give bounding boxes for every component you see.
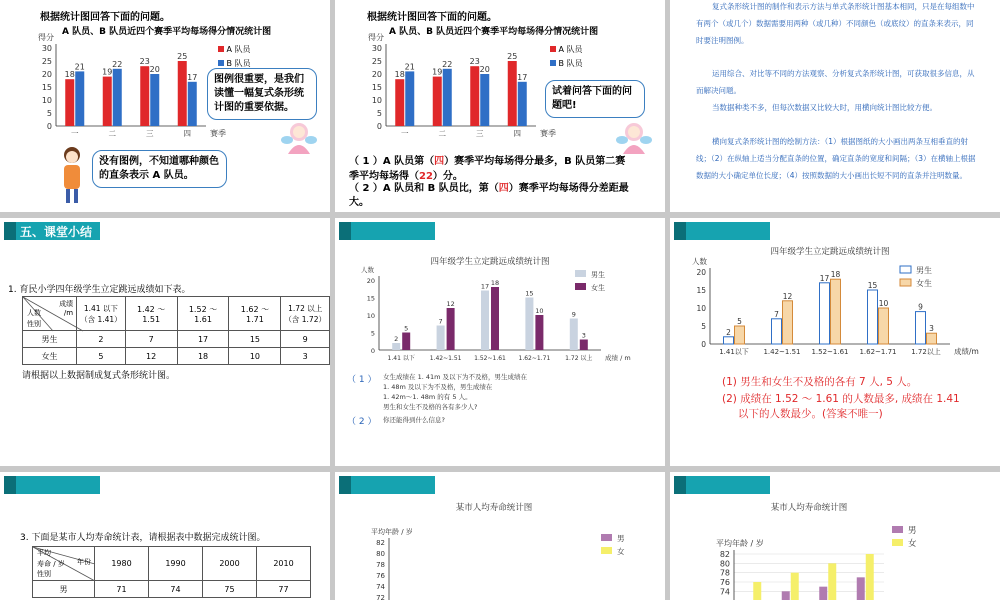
corner-left: 性别 [37, 570, 51, 578]
q1-answer-1: 四 [434, 156, 445, 167]
data-label: 12 [782, 291, 793, 301]
x-axis-label: 成绩 / m [605, 354, 631, 362]
y-tick-label: 72 [376, 594, 385, 600]
bar [868, 290, 878, 344]
bar [879, 308, 889, 344]
bar [525, 298, 533, 351]
bar [819, 587, 827, 600]
bar-chart [674, 500, 996, 600]
data-label: 17 [480, 282, 490, 291]
q2-text-b: 赛季平均每场得分差距最 [518, 183, 629, 194]
legend-swatch [601, 534, 612, 541]
chart-title: 某市人均寿命统计图 [770, 503, 848, 513]
y-tick-label: 20 [366, 277, 375, 285]
data-label: 20 [479, 65, 490, 74]
x-tick-label: 1.41 以下 [387, 355, 415, 362]
q1-answer-2: 22 [419, 171, 433, 182]
legend-swatch [892, 526, 903, 533]
score-table [22, 296, 330, 365]
instruction: 请根据以上数据制成复式条形统计图。 [22, 371, 176, 381]
data-label: 22 [442, 59, 453, 69]
table-row [23, 348, 330, 365]
x-tick-label: 二 [108, 129, 116, 138]
q1-text-c: 季平均每场得（ [349, 171, 419, 182]
bar [113, 69, 122, 126]
y-tick-label: 15 [696, 286, 706, 295]
fairy-icon [280, 118, 318, 156]
y-tick-label: 74 [719, 587, 730, 597]
table-cell: 15 [229, 331, 281, 348]
table-cell: 2 [77, 331, 126, 348]
bar [443, 69, 452, 126]
chart-title: A 队员、B 队员近四个赛季平均每场得分情况统计图 [62, 27, 272, 37]
table-cell: 75 [203, 581, 257, 598]
instruction: 根据统计图回答下面的问题。 [40, 12, 170, 23]
data-label: 5 [404, 324, 409, 333]
slide-5[interactable] [335, 218, 665, 466]
y-axis-label: 平均年龄 / 岁 [716, 539, 764, 548]
q2-text-a: （ 2 ）A 队员和 B 队员比，第 [349, 183, 489, 194]
corner-top: 平均 [37, 549, 51, 557]
bar [857, 577, 865, 600]
legend [550, 44, 583, 69]
y-axis-label: 人数 [692, 257, 707, 266]
data-label: 10 [535, 307, 544, 315]
data-label: 10 [878, 299, 889, 308]
x-tick-label: 1.72 以上 [565, 355, 593, 362]
table-header: 1.42 ～ 1.51 [125, 297, 177, 331]
table-cell: 12 [125, 348, 177, 365]
table-cell: 74 [149, 581, 203, 598]
x-tick-label: 四 [183, 129, 191, 138]
section-header [674, 222, 770, 240]
data-label: 5 [737, 317, 742, 326]
slide-8[interactable] [335, 472, 665, 600]
table-header: 1.52 ～ 1.61 [177, 297, 229, 331]
speech-bubble-left: 没有图例，不知道哪种颜色的直条表示 A 队员。 [92, 150, 227, 188]
x-tick-label: 1.72以上 [911, 348, 941, 356]
data-label: 7 [774, 309, 779, 319]
y-tick-label: 5 [46, 109, 52, 118]
x-tick-label: 三 [476, 129, 484, 138]
bar [491, 287, 499, 350]
lifespan-table [32, 546, 311, 598]
data-label: 18 [830, 270, 841, 280]
legend-label: 女 [908, 539, 917, 549]
y-tick-label: 30 [41, 44, 52, 53]
table-cell: 5 [77, 348, 126, 365]
table-corner [23, 297, 77, 331]
data-label: 18 [490, 279, 500, 287]
data-label: 22 [112, 59, 123, 69]
section-title: 五、课堂小结 [20, 225, 93, 239]
legend-swatch-b [218, 60, 224, 66]
data-label: 17 [819, 273, 830, 283]
legend-swatch [575, 283, 586, 290]
section-header [339, 222, 435, 240]
slide-6[interactable] [670, 218, 1000, 466]
y-tick-label: 5 [370, 329, 375, 338]
x-axis-label: 赛季 [210, 129, 226, 138]
x-tick-label: 一 [71, 129, 79, 138]
row-label: 女生 [23, 348, 77, 365]
slide-1[interactable] [0, 0, 330, 212]
y-axis-label: 人数 [361, 266, 374, 274]
x-tick-label: 三 [146, 129, 154, 138]
data-label: 9 [918, 302, 923, 312]
data-label: 20 [149, 65, 160, 74]
y-tick-label: 15 [371, 83, 382, 92]
bar [518, 82, 527, 126]
bar [828, 563, 836, 600]
legend-swatch [575, 270, 586, 277]
x-axis-label: 成绩/m [954, 347, 979, 356]
y-tick-label: 80 [719, 559, 730, 569]
bar [392, 343, 400, 350]
corner-left-2: 性别 [27, 320, 41, 328]
legend-label: 男生 [591, 271, 605, 279]
legend-label-b: B 队员 [558, 59, 583, 68]
speech-bubble: 图例很重要，是我们读懂一幅复式条形统计图的重要依据。 [207, 68, 317, 120]
bar [75, 71, 84, 126]
data-label: 2 [394, 335, 399, 343]
question-2: （ 2 ）A 队员和 B 队员比，第（四）赛季平均每场得分差距最 大。 [349, 183, 629, 208]
legend-label: 男生 [916, 266, 932, 275]
q1-line: 1. 42m～1. 48m 的有 5 人。 [383, 393, 472, 401]
instruction: 根据统计图回答下面的问题。 [367, 12, 497, 23]
q1-line: 1. 48m 及以下为不及格，男生成绩在 [383, 383, 493, 391]
y-tick-label: 20 [41, 70, 52, 79]
legend-swatch-a [218, 46, 224, 52]
corner-unit: /m [63, 309, 74, 317]
y-tick-label: 20 [371, 70, 382, 79]
summary-paragraph-2: 运用综合、对比等不同的方法观察、分析复式条形统计图，可获取很多信息，从而解决问题。 [696, 69, 975, 95]
table-header: 1990 [149, 547, 203, 581]
legend-label: 女生 [916, 279, 932, 288]
table-cell: 10 [229, 348, 281, 365]
row-label: 男生 [23, 331, 77, 348]
data-label: 23 [139, 57, 150, 67]
y-tick-label: 25 [371, 57, 382, 66]
q2-text: 你还能得到什么信息? [383, 416, 445, 424]
bar [140, 66, 149, 126]
y-tick-label: 10 [696, 304, 706, 313]
bar [470, 66, 479, 126]
table-row [23, 331, 330, 348]
bar [447, 308, 455, 350]
data-label: 15 [525, 289, 534, 298]
q2-label: （ 2 ） [347, 417, 377, 427]
corner-top: 成绩 [59, 300, 74, 308]
x-tick-label: 1.62~1.71 [518, 355, 551, 362]
question-3: 3. 下面是某市人均寿命统计表，请根据表中数据完成统计图。 [20, 533, 266, 543]
question-1: 1. 育民小学四年级学生立定跳远成绩如下表。 [8, 285, 191, 295]
x-tick-label: 1.42~1.51 [429, 355, 462, 362]
bar [791, 573, 799, 600]
legend-label: 女 [617, 547, 625, 556]
bar [535, 315, 543, 350]
x-tick-label: 1.52~1.61 [811, 348, 849, 356]
x-tick-label: 1.62~1.71 [859, 348, 897, 356]
data-label: 19 [102, 67, 113, 77]
x-tick-label: 1.52~1.61 [474, 355, 506, 362]
q2-text-c: 大。 [349, 197, 369, 208]
legend-swatch [892, 539, 903, 546]
data-label: 25 [177, 52, 188, 61]
bar [580, 340, 588, 351]
question-1 [349, 154, 625, 184]
q1-text [383, 372, 527, 412]
y-tick-label: 20 [696, 268, 706, 277]
q1-label: （ 1 ） [347, 375, 377, 385]
table-cell: 9 [281, 331, 330, 348]
table-header: 1.62 ～ 1.71 [229, 297, 281, 331]
y-axis-label: 得分 [38, 33, 54, 42]
table-cell: 71 [95, 581, 149, 598]
y-tick-label: 76 [376, 572, 385, 580]
legend-swatch [900, 279, 911, 286]
y-axis-label: 平均年龄 / 岁 [371, 528, 413, 536]
x-tick-label: 1.42~1.51 [763, 348, 801, 356]
data-label: 17 [187, 72, 198, 82]
corner-left-1: 人数 [27, 309, 41, 317]
bar-chart [360, 33, 556, 148]
data-label: 3 [929, 324, 934, 334]
data-label: 17 [517, 72, 528, 82]
legend-swatch [900, 266, 911, 273]
y-tick-label: 15 [41, 83, 52, 92]
x-tick-label: 一 [401, 129, 409, 138]
y-tick-label: 80 [376, 550, 385, 558]
answer-3: 以下的人数最少。(答案不唯一) [738, 408, 883, 420]
table-header: 1.72 以上 （含 1.72） [281, 297, 330, 331]
legend-label: 男 [908, 526, 917, 536]
y-tick-label: 30 [371, 44, 382, 53]
y-tick-label: 0 [46, 122, 52, 131]
slide-2[interactable] [335, 0, 665, 212]
summary-paragraph-3: 当数据种类不多，但每次数据又比较大时，用横向统计图比较方便。 [712, 103, 937, 112]
x-axis-label: 赛季 [540, 129, 556, 138]
slide-3[interactable] [670, 0, 1000, 212]
data-label: 2 [726, 327, 731, 337]
summary-paragraph-4: 横向复式条形统计图的绘制方法：（1）根据图纸的大小画出两条互相垂直的射线；（2）在纵轴上适当分配直条的位置，确定直条的宽度和间隔；（3）在横轴上根据数据的大小确定单位长度；（4）按照数据的大小画出长短不同的直条并注明数量。 [696, 137, 976, 180]
bar [753, 582, 761, 600]
data-label: 19 [432, 67, 443, 77]
data-label: 15 [867, 281, 878, 290]
data-label: 18 [394, 70, 405, 80]
bar [508, 61, 517, 126]
legend-label-a: A 队员 [558, 45, 583, 54]
bar [402, 333, 410, 351]
chart-title: A 队员、B 队员近四个赛季平均每场得分情况统计图 [389, 27, 599, 37]
bar [405, 71, 414, 126]
chart-title: 某市人均寿命统计图 [455, 503, 533, 513]
y-tick-label: 5 [376, 109, 382, 118]
y-tick-label: 25 [41, 57, 52, 66]
y-tick-label: 15 [366, 294, 375, 303]
x-tick-label: 二 [438, 129, 446, 138]
y-tick-label: 0 [701, 340, 706, 349]
bar [735, 326, 745, 344]
slide-7[interactable] [0, 472, 330, 600]
legend-label-a: A 队员 [226, 45, 251, 54]
bar [820, 283, 830, 344]
legend-label-b: B 队员 [226, 59, 251, 68]
bar [831, 279, 841, 344]
y-tick-label: 82 [376, 539, 385, 547]
girl-icon [58, 145, 86, 205]
y-tick-label: 10 [371, 96, 382, 105]
y-tick-label: 74 [376, 583, 385, 591]
q1-line: 男生和女生不及格的各有多少人? [383, 403, 478, 411]
section-header [339, 476, 435, 494]
x-tick-label: 1.41以下 [719, 348, 749, 356]
bar [65, 79, 74, 126]
table-header: 1.41 以下 （含 1.41） [77, 297, 126, 331]
y-tick-label: 10 [366, 312, 375, 320]
section-header [4, 476, 100, 494]
y-tick-label: 5 [701, 322, 706, 331]
bar [480, 74, 489, 126]
table-cell: 17 [177, 331, 229, 348]
bar [927, 333, 937, 344]
data-label: 7 [438, 317, 443, 326]
bar [570, 319, 578, 351]
y-tick-label: 78 [719, 568, 730, 578]
table-header: 1980 [95, 547, 149, 581]
bar [150, 74, 159, 126]
table-header: 2010 [257, 547, 311, 581]
y-tick-label: 0 [376, 122, 382, 131]
table-row [33, 581, 311, 598]
section-header [4, 222, 100, 240]
data-label: 25 [507, 52, 518, 61]
table-header: 2000 [203, 547, 257, 581]
chart-title: 四年级学生立定跳远成绩统计图 [430, 257, 550, 267]
legend-swatch [601, 547, 612, 554]
bar [724, 337, 734, 344]
bar [433, 77, 442, 126]
bar [178, 61, 187, 126]
y-tick-label: 0 [370, 347, 375, 355]
y-axis-label: 得分 [368, 33, 384, 42]
bar-chart [674, 244, 996, 368]
bar [437, 326, 445, 351]
row-label: 男 [33, 581, 95, 598]
table-corner [33, 547, 95, 581]
data-label: 9 [571, 310, 576, 319]
bar [783, 301, 793, 344]
bar-chart [339, 500, 661, 600]
answer-2: (2) 成绩在 1.52 ～ 1.61 的人数最多, 成绩在 1.41 [722, 393, 960, 405]
table-cell: 18 [177, 348, 229, 365]
legend-label: 女生 [591, 284, 605, 292]
q1-text-a: （ 1 ）A 队员第（ [349, 156, 435, 167]
y-tick-label: 10 [41, 96, 52, 105]
bar [782, 591, 790, 600]
data-label: 21 [74, 62, 85, 72]
legend [218, 44, 251, 69]
data-label: 18 [64, 70, 75, 80]
slide-4[interactable] [0, 218, 330, 466]
bar-chart [339, 254, 661, 368]
legend-swatch-b [550, 60, 556, 66]
slide-9[interactable] [670, 472, 1000, 600]
data-label: 23 [469, 57, 480, 67]
answer-1: (1) 男生和女生不及格的各有 7 人, 5 人。 [722, 376, 918, 388]
corner-mid: 年份 [77, 558, 91, 566]
bar [481, 291, 489, 351]
fairy-icon [615, 118, 653, 156]
q1-text-d: ）分。 [432, 171, 463, 182]
corner-unit: 寿命 / 岁 [37, 560, 65, 568]
table-cell: 3 [281, 348, 330, 365]
y-tick-label: 78 [376, 561, 385, 569]
y-tick-label: 82 [719, 550, 730, 559]
legend-label: 男 [617, 534, 625, 543]
q1-text-b: ）赛季平均每场得分最多，B 队员第二赛 [444, 156, 626, 167]
summary-paragraph-1: 复式条形统计图的制作和表示方法与单式条形统计图基本相同，只是在每组数中有两个（或几个）数据需要用两种（或几种）不同颜色（或底纹）的直条来表示，同时要注明图例。 [696, 2, 975, 45]
x-tick-label: 四 [513, 129, 521, 138]
table-cell: 7 [125, 331, 177, 348]
bar [866, 554, 874, 600]
data-label: 12 [446, 300, 455, 308]
bar [772, 319, 782, 344]
y-tick-label: 76 [719, 578, 730, 587]
section-header [674, 476, 770, 494]
bar [188, 82, 197, 126]
data-label: 21 [404, 62, 415, 72]
bar [103, 77, 112, 126]
table-cell: 77 [257, 581, 311, 598]
chart-title: 四年级学生立定跳远成绩统计图 [770, 247, 890, 257]
bar [395, 79, 404, 126]
q1-line: 女生成绩在 1. 41m 及以下为不及格，男生成绩在 [383, 373, 528, 381]
bar [916, 312, 926, 344]
bar-chart [30, 33, 226, 148]
speech-bubble: 试着问答下面的问题吧! [545, 80, 645, 118]
data-label: 3 [581, 331, 586, 340]
q2-answer: 四 [498, 183, 509, 194]
legend-swatch-a [550, 46, 556, 52]
